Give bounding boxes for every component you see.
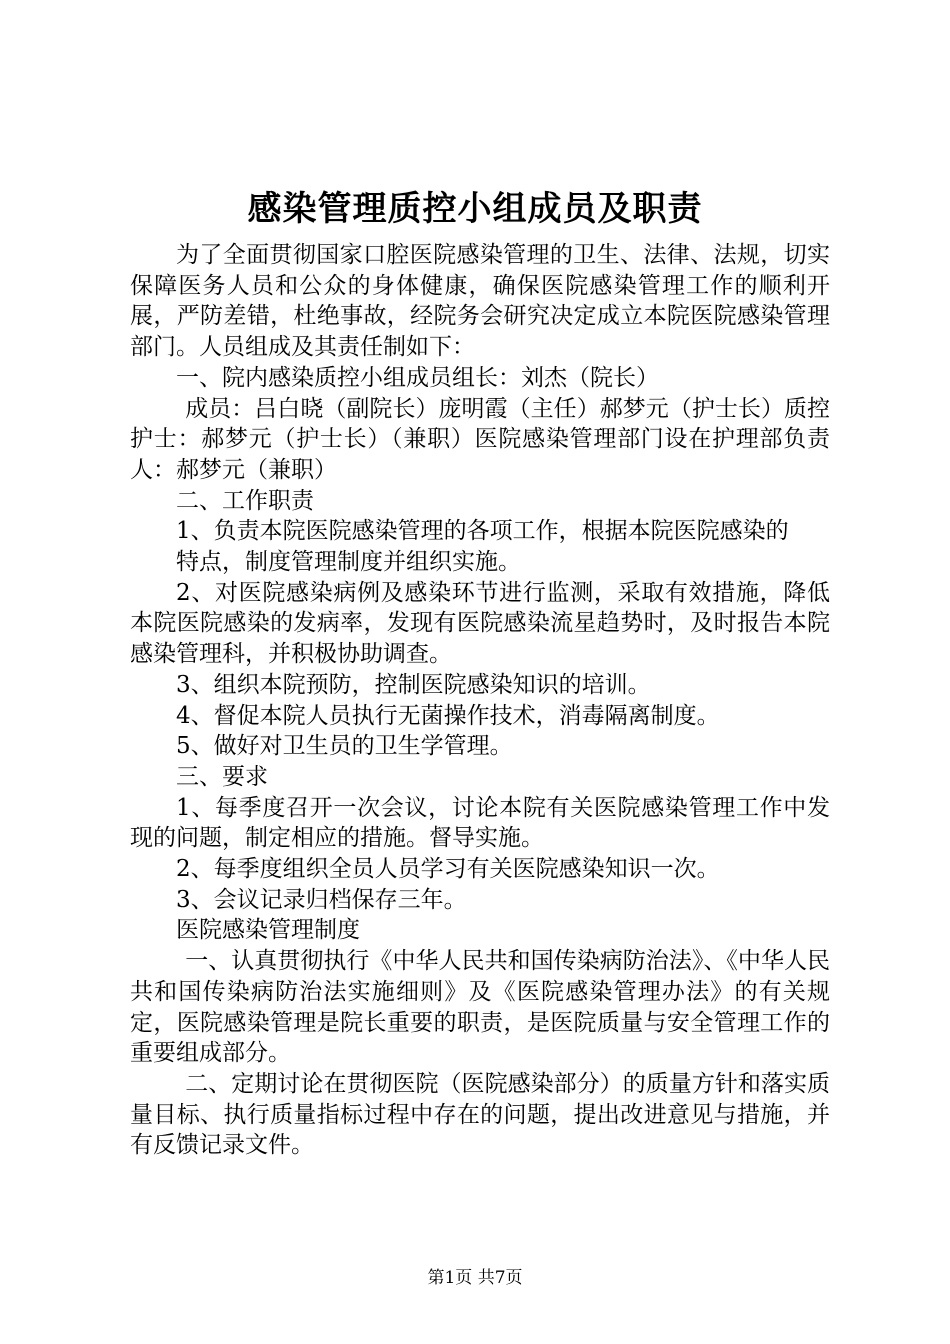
paragraph-duty-2: 2、对医院感染病例及感染环节进行监测，采取有效措施，降低本院医院感染的发病率，发现有医院感染流星趋势时，及时报告本院感染管理科，并积极协助调查。 xyxy=(130,579,830,668)
paragraph-requirement-3: 3、会议记录归档保存三年。 xyxy=(176,886,467,913)
document-body xyxy=(130,240,830,1161)
document-title: 感染管理质控小组成员及职责 xyxy=(247,189,703,229)
page-number-footer: 第1页 共7页 xyxy=(427,1268,523,1288)
paragraph-section-3-heading: 三、要求 xyxy=(176,763,268,790)
paragraph-requirement-1: 1、每季度召开一次会议，讨论本院有关医院感染管理工作中发现的问题，制定相应的措施。督导实施。 xyxy=(130,794,830,852)
paragraph-duty-3: 3、组织本院预防，控制医院感染知识的培训。 xyxy=(176,671,651,698)
paragraph-section-2-heading: 二、工作职责 xyxy=(176,487,314,514)
paragraph-requirement-2: 2、每季度组织全员人员学习有关医院感染知识一次。 xyxy=(176,856,720,883)
paragraph-policy-1: 一、认真贯彻执行《中华人民共和国传染病防治法》、《中华人民共和国传染病防治法实施细则》及《医院感染管理办法》的有关规定，医院感染管理是院长重要的职责，是医院质量与安全管理工作的重要组成部分。 xyxy=(130,948,830,1067)
paragraph-duty-1-continued: 特点，制度管理制度并组织实施。 xyxy=(176,549,521,576)
paragraph-members: 成员：吕白晓（副院长）庞明霞（主任）郝梦元（护士长）质控护士：郝梦元（护士长）（兼职）医院感染管理部门设在护理部负责人：郝梦元（兼职） xyxy=(130,395,830,483)
paragraph-duty-1: 1、负责本院医院感染管理的各项工作，根据本院医院感染的 xyxy=(176,518,789,545)
paragraph-duty-5: 5、做好对卫生员的卫生学管理。 xyxy=(176,733,513,760)
paragraph-duty-4: 4、督促本院人员执行无菌操作技术，消毒隔离制度。 xyxy=(176,702,720,729)
paragraph-policy-heading: 医院感染管理制度 xyxy=(176,917,360,944)
paragraph-policy-2: 二、定期讨论在贯彻医院（医院感染部分）的质量方针和落实质量目标、执行质量指标过程中存在的问题，提出改进意见与措施，并有反馈记录文件。 xyxy=(130,1070,830,1159)
paragraph-section-1-heading: 一、院内感染质控小组成员组长：刘杰（院长） xyxy=(176,364,659,391)
paragraph-intro: 为了全面贯彻国家口腔医院感染管理的卫生、法律、法规，切实保障医务人员和公众的身体健康，确保医院感染管理工作的顺利开展，严防差错，杜绝事故，经院务会研究决定成立本院医院感染管理部门。人员组成及其责任制如下： xyxy=(130,242,830,361)
